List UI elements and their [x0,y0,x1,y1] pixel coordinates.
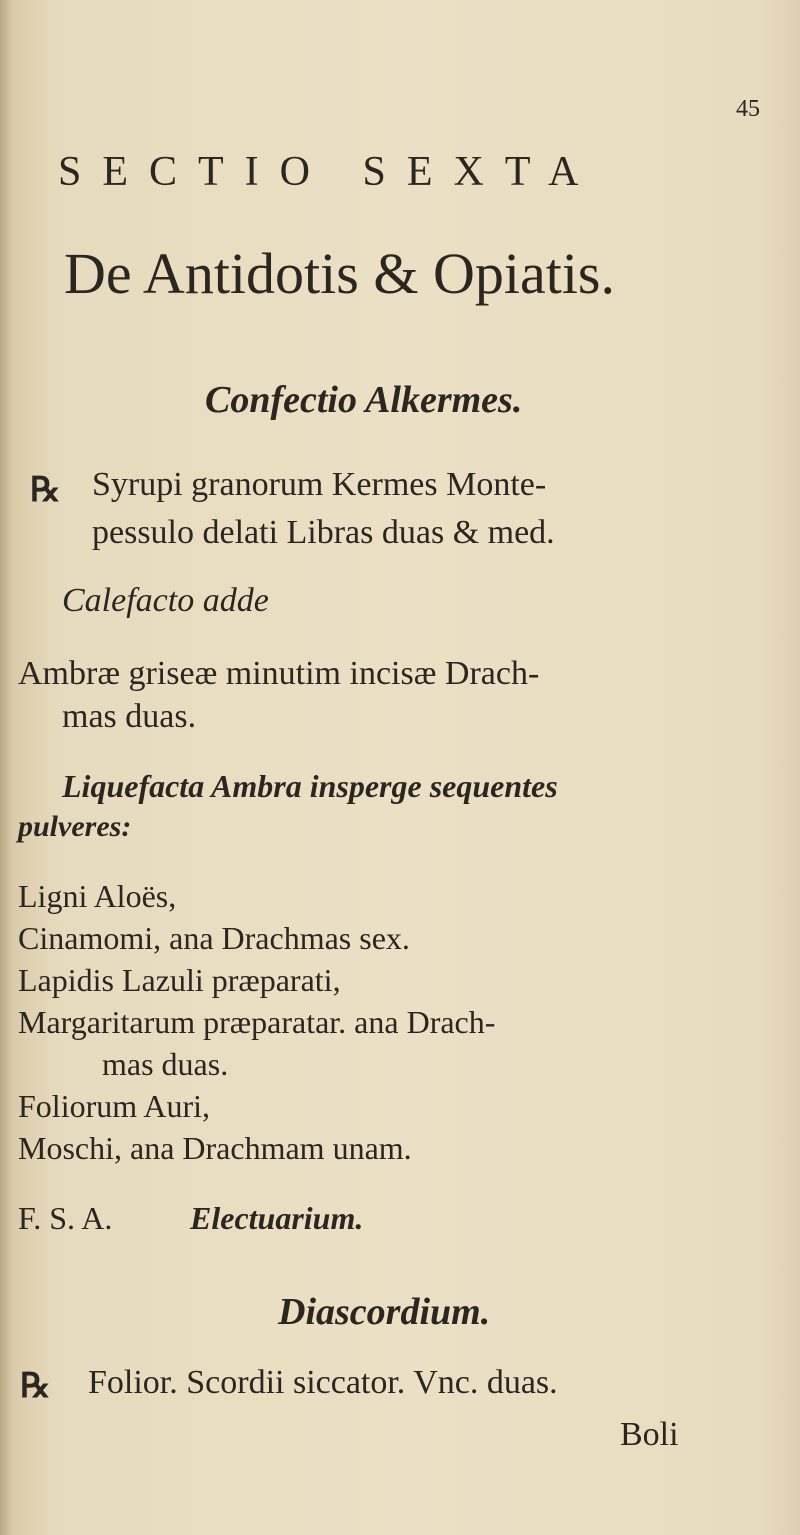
section-heading: SECTIO SEXTA [58,149,600,195]
ingredient-line: Cinamomi, ana Drachmas sex. [18,920,410,956]
page-gutter [0,0,10,1535]
ingredient-line: Lapidis Lazuli præparati, [18,962,341,998]
recipe-line: mas duas. [62,698,197,735]
ingredient-line: Margaritarum præparatar. ana Drach- [18,1004,496,1040]
ingredient-line: Ligni Aloës, [18,878,177,914]
recipe-heading-diascordium: Diascordium. [278,1291,491,1333]
ingredient-line: Moschi, ana Drachmam unam. [18,1130,412,1166]
ingredient-line: mas duas. [102,1046,229,1082]
fsa-italic-text: Electuarium. [190,1200,364,1236]
instruction-text: pulveres: [18,810,132,843]
fsa-text: F. S. A. [18,1200,113,1236]
page-number: 45 [736,96,760,122]
recipe-symbol: ℞ [20,1368,51,1405]
ingredient-line: Foliorum Auri, [18,1088,211,1124]
instruction-text: Calefacto adde [62,582,269,619]
catchword: Boli [620,1416,679,1453]
recipe-line: Syrupi granorum Kermes Monte- [92,466,547,503]
recipe-heading-alkermes: Confectio Alkermes. [205,379,523,421]
recipe-line: Folior. Scordii siccator. Vnc. duas. [88,1364,558,1401]
recipe-line: pessulo delati Libras duas & med. [92,514,555,551]
recipe-line: Ambræ griseæ minutim incisæ Drach- [18,655,540,692]
instruction-text: Liquefacta Ambra insperge sequentes [62,768,558,804]
recipe-symbol: ℞ [30,472,61,509]
page-title: De Antidotis & Opiatis. [64,241,615,306]
